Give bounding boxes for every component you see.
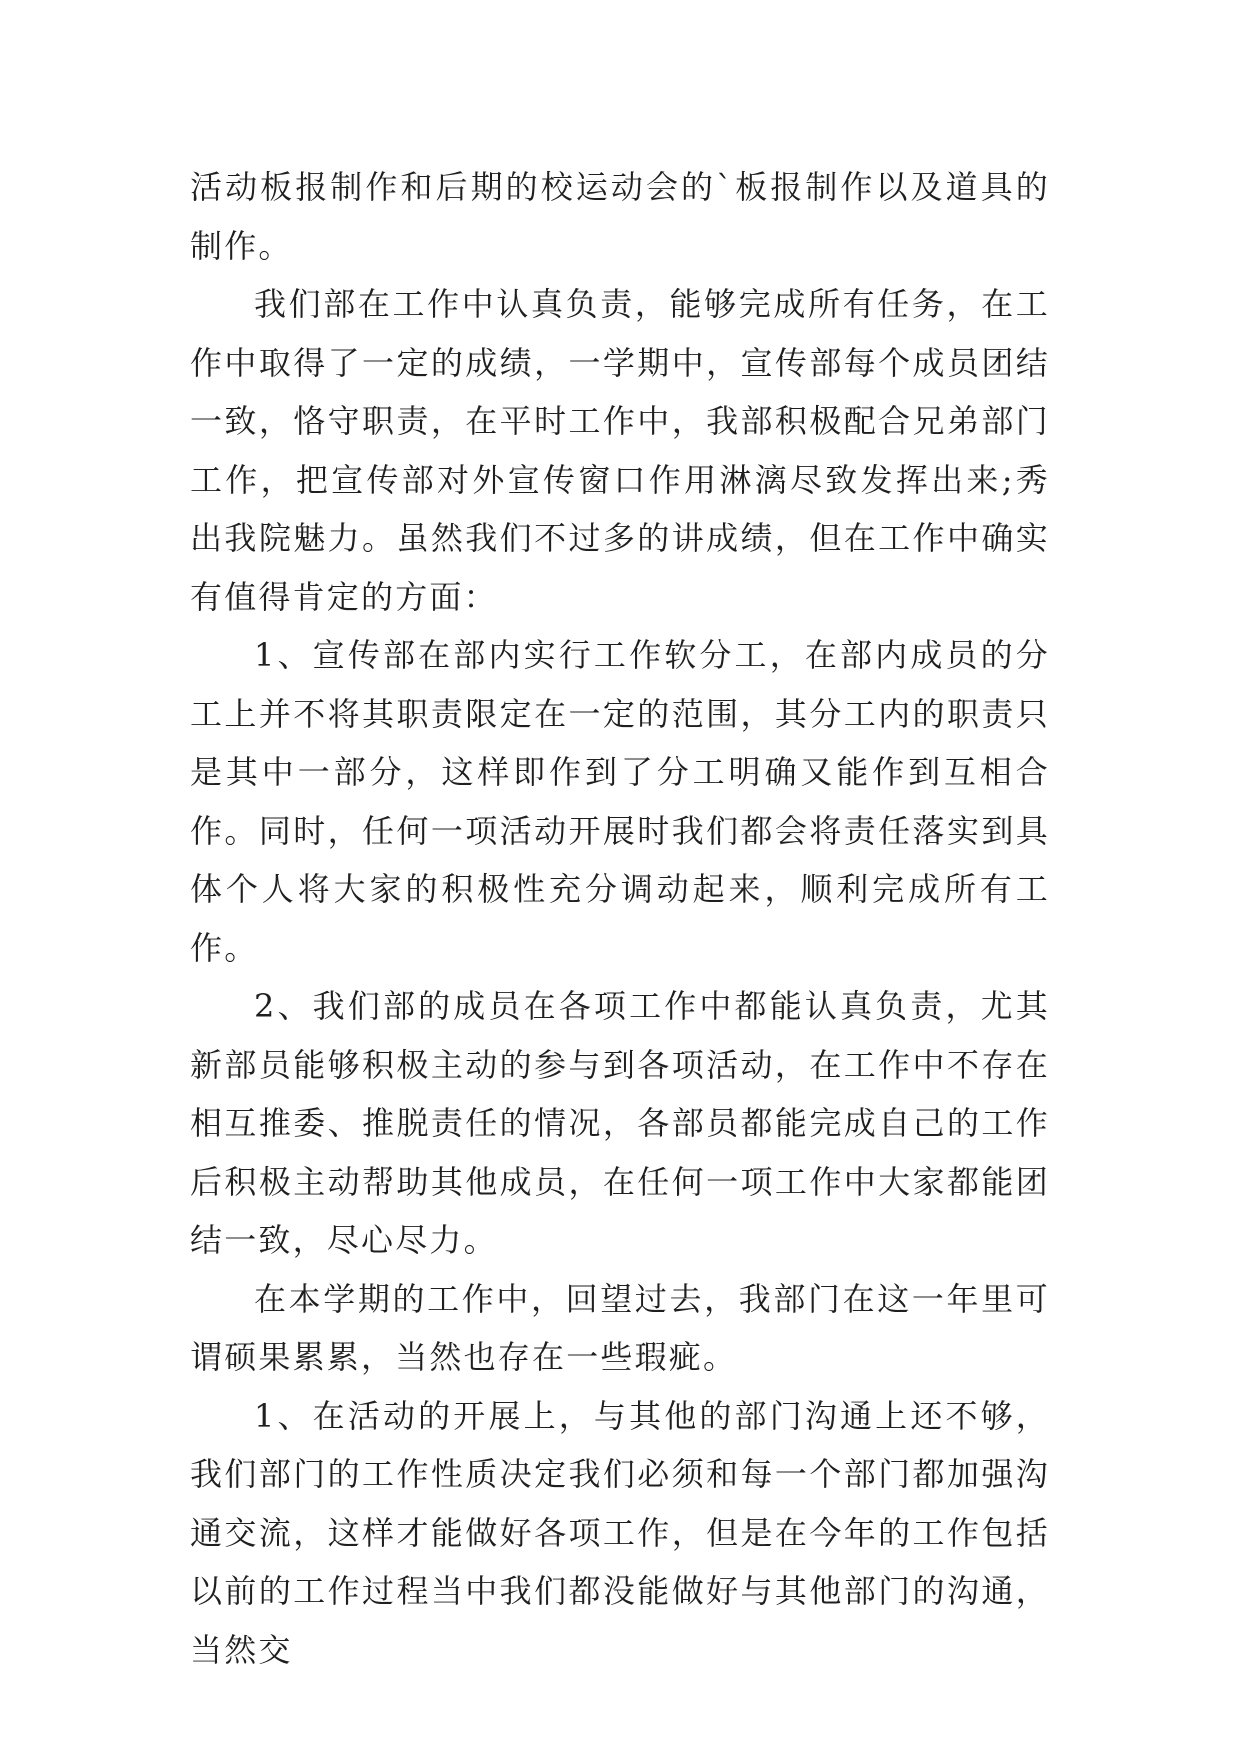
paragraph-3: 1、宣传部在部内实行工作软分工，在部内成员的分工上并不将其职责限定在一定的范围，其分工内的职责只是其中一部分，这样即作到了分工明确又能作到互相合作。同时，任何一项活动开展时我们都会将责任落实到具体个人将大家的积极性充分调动起来，顺利完成所有工作。: [190, 636, 1050, 967]
paragraph-6: 1、在活动的开展上，与其他的部门沟通上还不够，我们部门的工作性质决定我们必须和每一个部门都加强沟通交流，这样才能做好各项工作，但是在今年的工作包括以前的工作过程当中我们都没能做好与其他部门的沟通，当然交: [190, 1396, 1050, 1669]
paragraph-2: 我们部在工作中认真负责，能够完成所有任务，在工作中取得了一定的成绩，一学期中，宣传部每个成员团结一致，恪守职责，在平时工作中，我部积极配合兄弟部门工作，把宣传部对外宣传窗口作用淋漓尽致发挥出来;秀出我院魅力。虽然我们不过多的讲成绩，但在工作中确实有值得肯定的方面：: [190, 285, 1050, 616]
paragraph-5: 在本学期的工作中，回望过去，我部门在这一年里可谓硕果累累，当然也存在一些瑕疵。: [190, 1279, 1050, 1376]
document-body: [190, 158, 1050, 1679]
paragraph-1: 活动板报制作和后期的校运动会的`板报制作以及道具的制作。: [190, 168, 1050, 265]
paragraph-4: 2、我们部的成员在各项工作中都能认真负责，尤其新部员能够积极主动的参与到各项活动，在工作中不存在相互推委、推脱责任的情况，各部员都能完成自己的工作后积极主动帮助其他成员，在任何一项工作中大家都能团结一致，尽心尽力。: [190, 987, 1050, 1259]
